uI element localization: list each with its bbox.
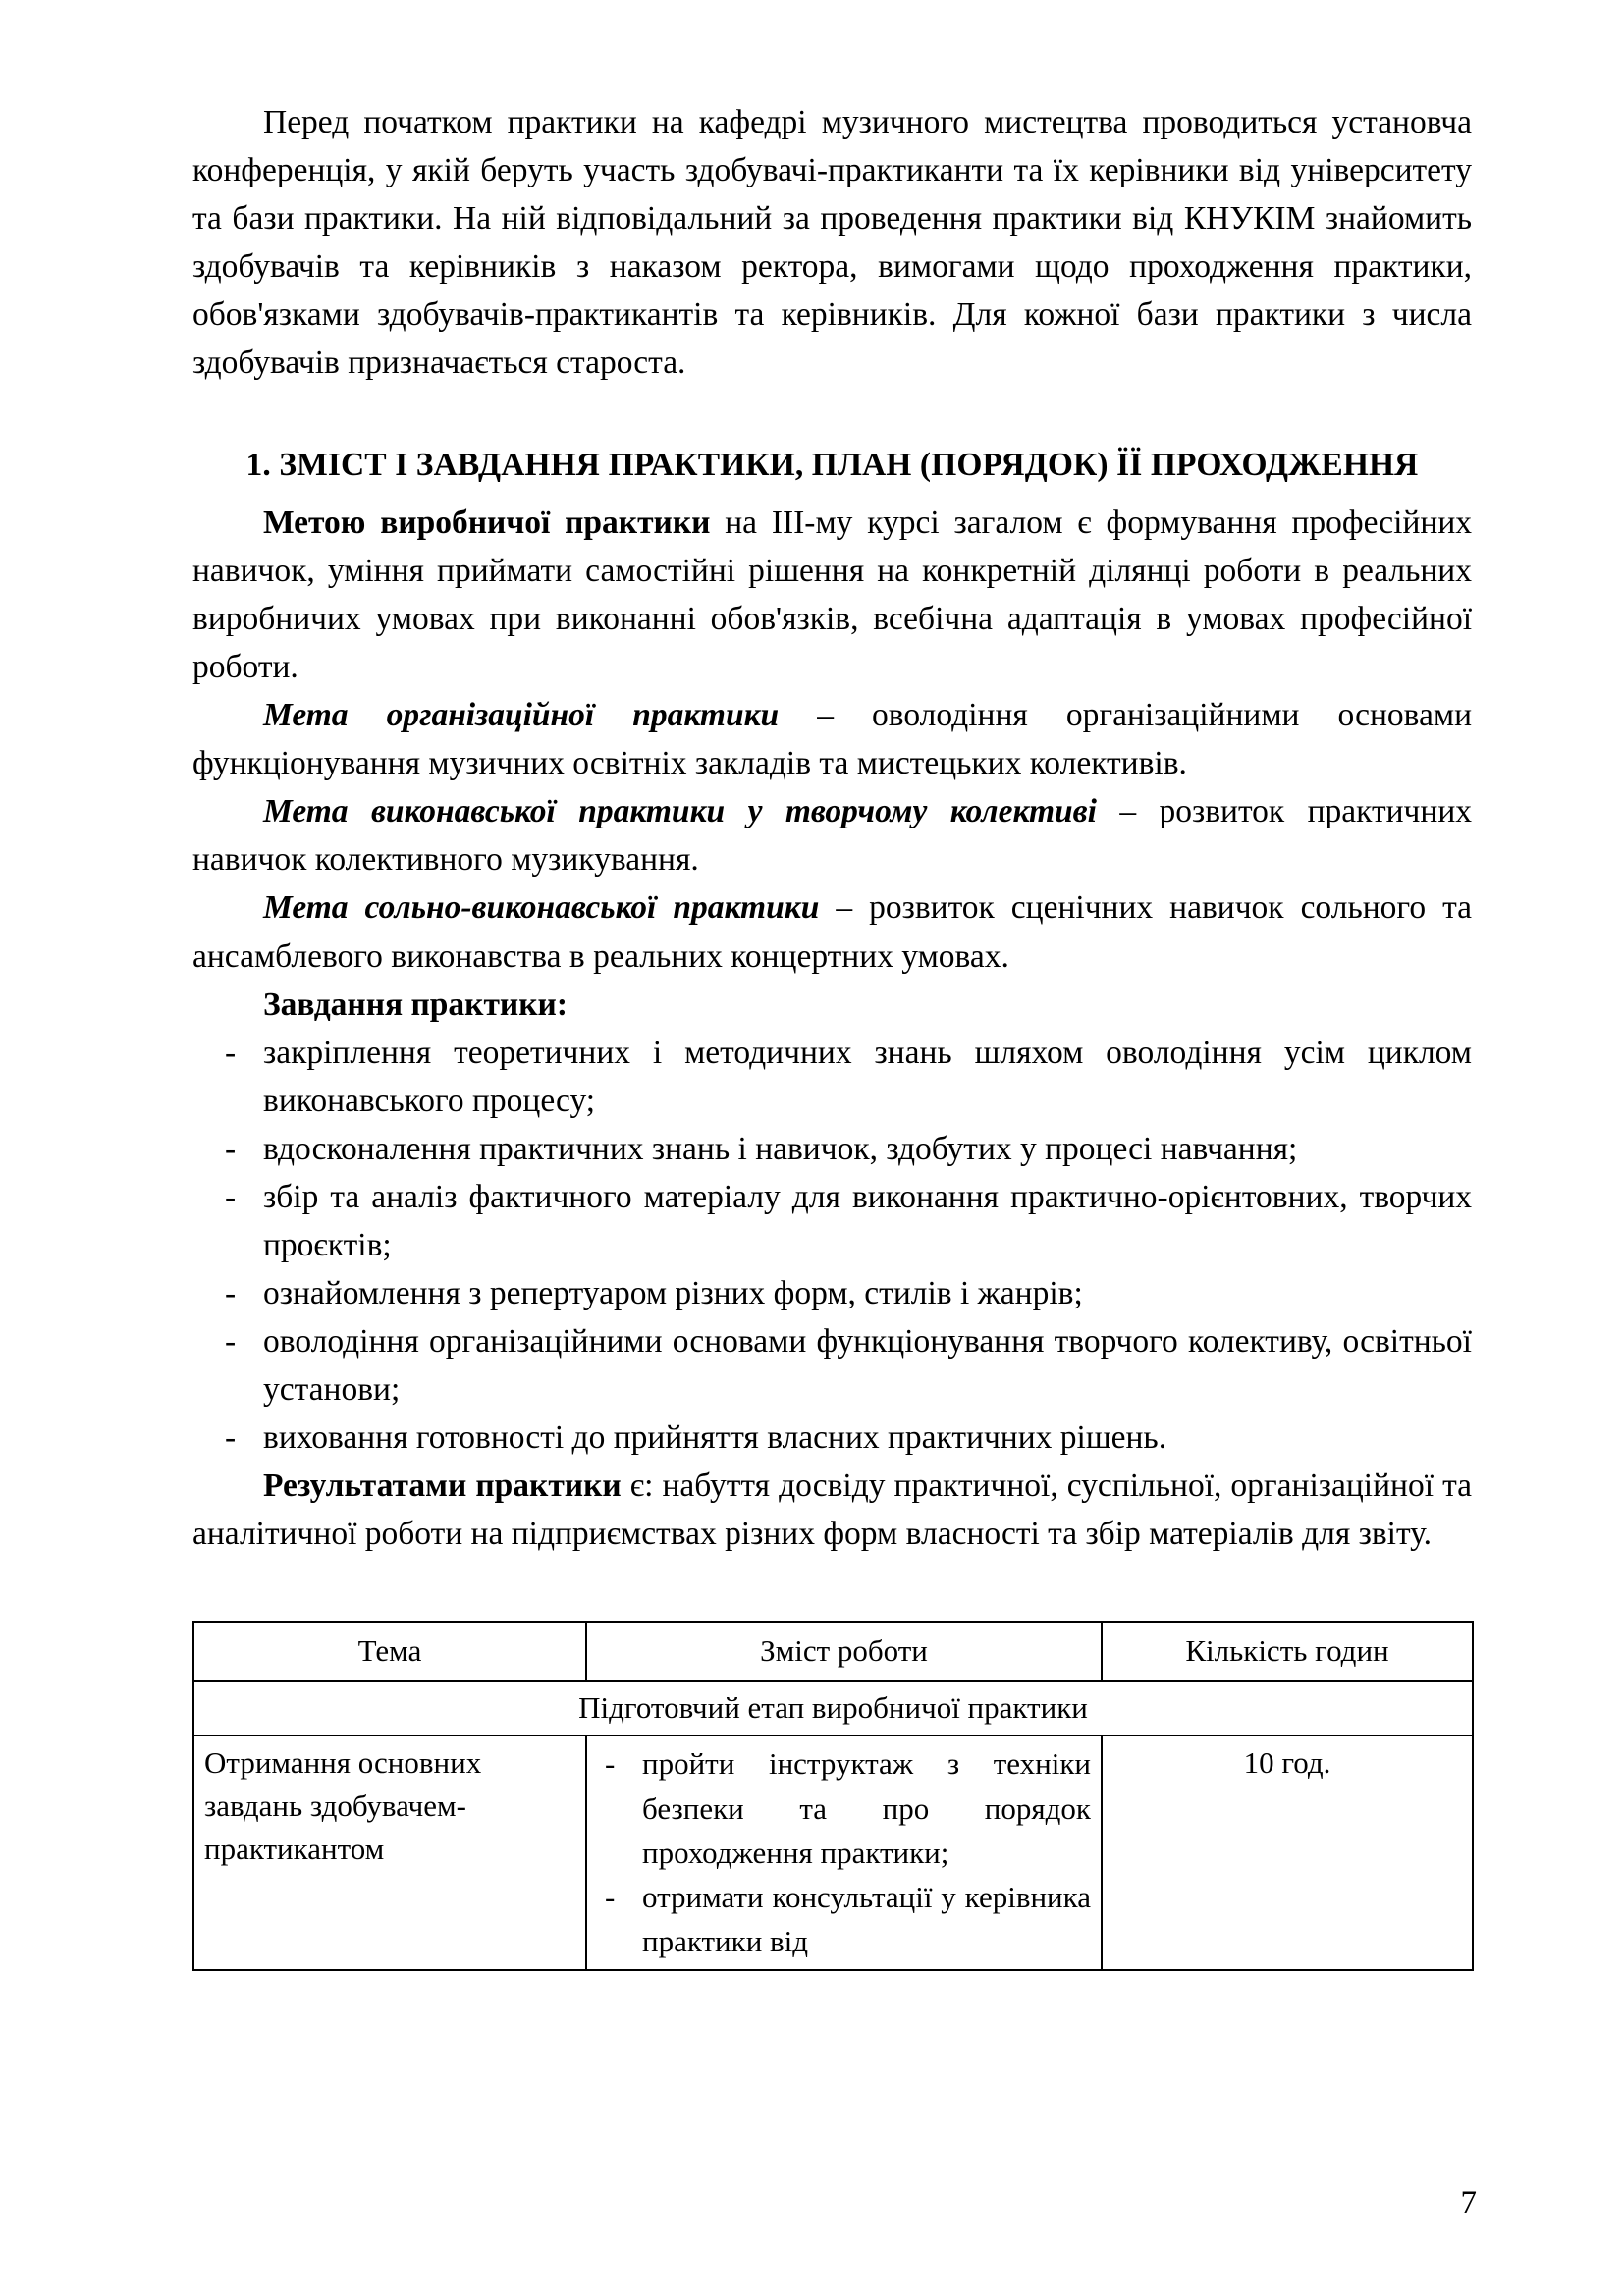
heading-spacer-bottom (192, 489, 1472, 499)
table-stage-title: Підготовчий етап виробничої практики (193, 1681, 1473, 1735)
heading-spacer-top (192, 387, 1472, 442)
dash-bullet-icon: - (605, 1880, 616, 1915)
table-header-row (193, 1622, 1473, 1681)
paragraph-rest-results: є: набуття досвіду практичної, суспільної, організаційної та аналітичної роботи на підприємствах різних форм власності та збір матеріалів для звіту. (192, 1468, 1472, 1553)
list-item-text: пройти інструктаж з техніки безпеки та про порядок проходження практики; (642, 1746, 1091, 1870)
paragraph-rest-purpose-performance-collective: – розвиток практичних навичок колективного музикування. (192, 793, 1473, 879)
table-header-hours: Кількість годин (1102, 1622, 1473, 1681)
list-item-text: ознайомлення з репертуаром різних форм, стилів і жанрів; (263, 1274, 1083, 1311)
paragraph-lead-purpose-general: Метою виробничої практики (263, 504, 711, 541)
list-item (192, 1317, 1472, 1414)
list-item-text: отримати консультації у керівника практики від (642, 1880, 1091, 1959)
table-row-stage-title (193, 1681, 1473, 1735)
list-item (192, 1029, 1472, 1125)
table-cell-content (586, 1735, 1102, 1969)
paragraph-lead-purpose-organizational: Мета організаційної практики (263, 697, 780, 734)
list-item (192, 1173, 1472, 1269)
paragraph-results (192, 1462, 1472, 1558)
table-header-content: Зміст роботи (586, 1622, 1102, 1681)
table-header-theme: Тема (193, 1622, 586, 1681)
table-cell-hours: 10 год. (1102, 1735, 1473, 1969)
list-item (597, 1741, 1091, 1875)
paragraph-rest-purpose-general: на ІІІ-му курсі загалом є формування професійних навичок, уміння приймати самостійні рішення на конкретній ділянці роботи в реальних виробничих умовах при виконанні обов'язків, всебічна адаптація в умовах професійної роботи. (192, 504, 1472, 686)
tasks-heading-label: Завдання практики: (263, 986, 568, 1023)
paragraph-purpose-solo-performance (192, 883, 1472, 980)
list-item (192, 1269, 1472, 1317)
page-content (192, 98, 1472, 1971)
practice-plan-table (192, 1621, 1474, 1970)
list-item-text: вдосконалення практичних знань і навичок, здобутих у процесі навчання; (263, 1130, 1298, 1167)
dash-bullet-icon: - (225, 1178, 237, 1215)
table-cell-content-list (597, 1741, 1091, 1963)
paragraph-rest-purpose-organizational: – оволодіння організаційними основами функціонування музичних освітніх закладів та мистецьких колективів. (192, 697, 1472, 782)
dash-bullet-icon: - (225, 1323, 237, 1360)
table-cell-theme: Отримання основних завдань здобувачем-практикантом (193, 1735, 586, 1969)
paragraph-lead-purpose-performance-collective: Мета виконавської практики у творчому колективі (263, 793, 1097, 830)
list-item-text: виховання готовності до прийняття власних практичних рішень. (263, 1419, 1167, 1457)
list-item (192, 1125, 1472, 1173)
list-item-text: закріплення теоретичних і методичних знань шляхом оволодіння усім циклом виконавського процесу; (263, 1034, 1472, 1119)
list-item (192, 1414, 1472, 1462)
table-row (193, 1735, 1473, 1969)
dash-bullet-icon: - (225, 1274, 237, 1311)
dash-bullet-icon: - (605, 1746, 616, 1782)
paragraph-purpose-organizational (192, 691, 1472, 787)
paragraph-lead-results: Результатами практики (263, 1468, 622, 1505)
dash-bullet-icon: - (225, 1130, 237, 1167)
table-spacer (192, 1558, 1472, 1621)
page-title: 1. ЗМІСТ І ЗАВДАННЯ ПРАКТИКИ, ПЛАН (ПОРЯДОК) ЇЇ ПРОХОДЖЕННЯ (245, 447, 1419, 484)
list-item-text: збір та аналіз фактичного матеріалу для виконання практично-орієнтовних, творчих проєктів; (263, 1178, 1472, 1263)
paragraph-rest-purpose-solo-performance: – розвиток сценічних навичок сольного та ансамблевого виконавства в реальних концертних умовах. (192, 889, 1472, 975)
paragraph-purpose-performance-collective (192, 787, 1472, 883)
intro-paragraph: Перед початком практики на кафедрі музичного мистецтва проводиться установча конференція, у якій беруть участь здобувачі-практиканти та їх керівники від університету та бази практики. На ній відповідальний за проведення практики від КНУКІМ знайомить здобувачів та керівників з наказом ректора, вимогами щодо проходження практики, обов'язками здобувачів-практикантів та керівників. Для кожної бази практики з числа здобувачів призначається староста. (192, 104, 1472, 382)
dash-bullet-icon: - (225, 1034, 237, 1071)
list-item (597, 1875, 1091, 1964)
tasks-list (192, 1029, 1472, 1463)
page-number: 7 (1460, 2185, 1477, 2220)
paragraph-lead-purpose-solo-performance: Мета сольно-виконавської практики (263, 889, 820, 927)
paragraph-purpose-general (192, 499, 1472, 691)
dash-bullet-icon: - (225, 1419, 237, 1457)
list-item-text: оволодіння організаційними основами функціонування творчого колективу, освітньої установи; (263, 1323, 1472, 1409)
tasks-heading (192, 981, 1472, 1029)
